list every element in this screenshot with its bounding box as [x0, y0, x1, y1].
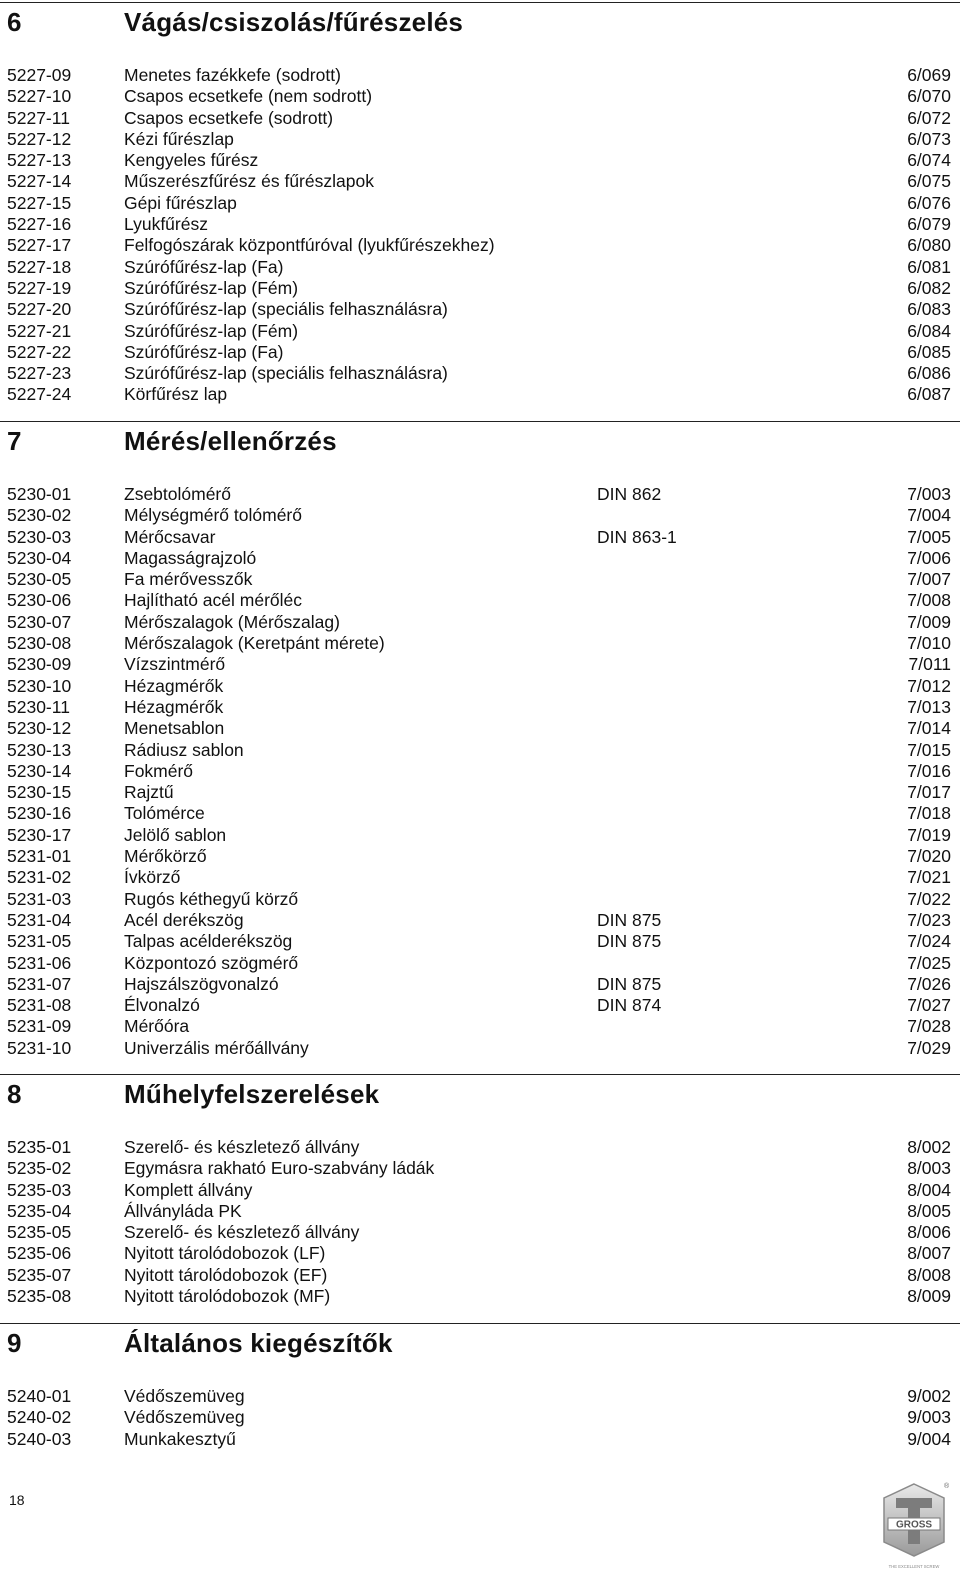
- item-name: Műszerészfűrész és fűrészlapok: [124, 171, 374, 192]
- item-code: 5227-18: [7, 256, 72, 277]
- item-name: Egymásra rakható Euro-szabvány ládák: [124, 1158, 435, 1179]
- item-code: 5230-02: [7, 505, 72, 526]
- section-title: Mérés/ellenőrzés: [124, 426, 337, 456]
- item-name: Szúrófűrész-lap (Fém): [124, 277, 299, 298]
- item-page: 8/002: [907, 1137, 951, 1157]
- item-code: 5240-01: [7, 1386, 72, 1406]
- list-item: [0, 527, 960, 548]
- section-title: Vágás/csiszolás/fűrészelés: [124, 7, 464, 37]
- item-page: 7/015: [907, 739, 951, 760]
- item-code: 5230-09: [7, 654, 72, 675]
- item-page: 6/087: [907, 384, 951, 405]
- list-item: [0, 633, 960, 654]
- list-item: [0, 257, 960, 278]
- item-code: 5235-05: [7, 1222, 72, 1243]
- item-code: 5231-07: [7, 973, 72, 994]
- item-code: 5227-12: [7, 128, 72, 149]
- item-name: Hézagmérők: [124, 696, 224, 717]
- item-code: 5235-06: [7, 1243, 72, 1264]
- list-item: [0, 384, 960, 405]
- item-page: 6/070: [907, 86, 951, 107]
- item-code: 5231-01: [7, 846, 72, 867]
- list-item: [0, 342, 960, 363]
- list-item: [0, 654, 960, 675]
- item-name: Nyitott tárolódobozok (MF): [124, 1286, 331, 1307]
- item-name: Szúrófűrész-lap (speciális felhasználásra): [124, 299, 448, 320]
- item-name: Mérőóra: [124, 1016, 190, 1037]
- list-item: [0, 363, 960, 384]
- item-name: Kengyeles fűrész: [124, 150, 259, 171]
- item-page: 7/007: [907, 569, 951, 590]
- item-page: 6/086: [907, 363, 951, 384]
- item-name: Mérőszalagok (Mérőszalag): [124, 611, 340, 632]
- item-page: 6/069: [907, 65, 951, 85]
- item-name: Tolómérce: [124, 803, 205, 824]
- list-item: [0, 825, 960, 846]
- list-item: [0, 931, 960, 952]
- item-name: Szúrófűrész-lap (Fa): [124, 256, 284, 277]
- list-item: [0, 1265, 960, 1286]
- item-name: Szerelő- és készletező állvány: [124, 1137, 360, 1157]
- entry-list: [0, 65, 960, 406]
- entry-list: [0, 484, 960, 1059]
- item-page: 6/080: [907, 235, 951, 256]
- item-code: 5227-23: [7, 363, 72, 384]
- item-code: 5240-02: [7, 1407, 72, 1428]
- item-page: 7/029: [907, 1037, 951, 1058]
- item-page: 7/008: [907, 590, 951, 611]
- item-page: 7/012: [907, 675, 951, 696]
- item-name: Hajlítható acél mérőléc: [124, 590, 302, 611]
- item-page: 6/072: [907, 107, 951, 128]
- list-item: [0, 1137, 960, 1158]
- item-name: Állványláda PK: [124, 1200, 242, 1221]
- item-name: Zsebtolómérő: [124, 484, 231, 504]
- list-item: [0, 953, 960, 974]
- logo-text: GROSS: [895, 1519, 933, 1531]
- section-header: [0, 2, 960, 43]
- item-name: Talpas acélderékszög: [124, 931, 293, 952]
- list-item: [0, 889, 960, 910]
- item-name: Rádiusz sablon: [124, 739, 244, 760]
- item-page: 7/005: [907, 526, 951, 547]
- item-page: 7/017: [907, 782, 951, 803]
- item-name: Élvonalzó: [124, 995, 200, 1016]
- list-item: [0, 484, 960, 505]
- section-title: Általános kiegészítők: [124, 1328, 393, 1358]
- item-page: 7/010: [907, 633, 951, 654]
- list-item: [0, 171, 960, 192]
- list-item: [0, 278, 960, 299]
- item-name: Felfogószárak központfúróval (lyukfűrészekhez): [124, 235, 495, 256]
- item-code: 5227-20: [7, 299, 72, 320]
- item-code: 5240-03: [7, 1428, 72, 1449]
- list-item: [0, 803, 960, 824]
- list-item: [0, 548, 960, 569]
- item-code: 5230-05: [7, 569, 72, 590]
- item-page: 7/013: [907, 696, 951, 717]
- item-page: 7/016: [907, 760, 951, 781]
- list-item: [0, 129, 960, 150]
- item-page: 7/027: [907, 995, 951, 1016]
- list-item: [0, 214, 960, 235]
- list-item: [0, 86, 960, 107]
- item-page: 6/073: [907, 128, 951, 149]
- item-page: 7/019: [907, 824, 951, 845]
- item-page: 6/082: [907, 277, 951, 298]
- item-name: Hajszálszögvonalzó: [124, 973, 279, 994]
- section-8: [0, 1074, 960, 1307]
- list-item: [0, 1286, 960, 1307]
- item-code: 5227-24: [7, 384, 72, 405]
- item-code: 5227-15: [7, 192, 72, 213]
- item-page: 8/006: [907, 1222, 951, 1243]
- section-9: [0, 1323, 960, 1450]
- item-page: 6/083: [907, 299, 951, 320]
- item-name: Lyukfűrész: [124, 214, 208, 235]
- item-name: Rugós kéthegyű körző: [124, 888, 299, 909]
- item-name: Szúrófűrész-lap (Fém): [124, 320, 299, 341]
- item-page: 7/023: [907, 909, 951, 930]
- item-page: 7/006: [907, 547, 951, 568]
- item-name: Körfűrész lap: [124, 384, 228, 405]
- list-item: [0, 505, 960, 526]
- section-number: 9: [7, 1328, 22, 1358]
- item-code: 5227-16: [7, 214, 72, 235]
- item-code: 5227-21: [7, 320, 72, 341]
- item-page: 9/002: [907, 1386, 951, 1406]
- list-item: [0, 1201, 960, 1222]
- section-6: [0, 2, 960, 406]
- item-page: 6/074: [907, 150, 951, 171]
- item-name: Mérőszalagok (Keretpánt mérete): [124, 633, 385, 654]
- item-name: Kézi fűrészlap: [124, 128, 234, 149]
- item-din: DIN 875: [597, 931, 662, 952]
- list-item: [0, 718, 960, 739]
- item-code: 5235-08: [7, 1286, 72, 1307]
- section-title: Műhelyfelszerelések: [124, 1079, 380, 1109]
- item-din: DIN 862: [597, 484, 662, 504]
- item-page: 7/003: [907, 484, 951, 504]
- item-code: 5227-14: [7, 171, 72, 192]
- item-code: 5230-04: [7, 547, 72, 568]
- item-name: Vízszintmérő: [124, 654, 226, 675]
- item-code: 5235-01: [7, 1137, 72, 1157]
- item-page: 8/003: [907, 1158, 951, 1179]
- item-code: 5227-13: [7, 150, 72, 171]
- item-din: DIN 875: [597, 909, 662, 930]
- section-7: [0, 421, 960, 1059]
- list-item: [0, 1016, 960, 1037]
- item-name: Csapos ecsetkefe (nem sodrott): [124, 86, 373, 107]
- list-item: [0, 1038, 960, 1059]
- list-item: [0, 65, 960, 86]
- item-code: 5230-13: [7, 739, 72, 760]
- item-name: Univerzális mérőállvány: [124, 1037, 309, 1058]
- list-item: [0, 612, 960, 633]
- item-page: 7/024: [907, 931, 951, 952]
- list-item: [0, 697, 960, 718]
- logo-mark: ®: [944, 1483, 950, 1490]
- item-code: 5230-15: [7, 782, 72, 803]
- item-code: 5230-16: [7, 803, 72, 824]
- item-din: DIN 874: [597, 995, 662, 1016]
- item-code: 5227-10: [7, 86, 72, 107]
- section-header: [0, 1074, 960, 1115]
- list-item: [0, 761, 960, 782]
- item-page: 7/020: [907, 846, 951, 867]
- list-item: [0, 1180, 960, 1201]
- item-name: Mérőcsavar: [124, 526, 216, 547]
- item-name: Menetes fazékkefe (sodrott): [124, 65, 341, 85]
- logo-tagline: THE EXCELLENT SCREW: [888, 1564, 940, 1569]
- item-code: 5235-07: [7, 1264, 72, 1285]
- item-name: Fa mérővesszők: [124, 569, 253, 590]
- list-item: [0, 867, 960, 888]
- item-code: 5230-11: [7, 696, 70, 717]
- section-number: 8: [7, 1079, 22, 1109]
- item-name: Védőszemüveg: [124, 1386, 245, 1406]
- item-code: 5231-02: [7, 867, 72, 888]
- item-name: Mérőkörző: [124, 846, 207, 867]
- item-code: 5230-10: [7, 675, 72, 696]
- gross-logo: [878, 1480, 950, 1572]
- item-name: Fokmérő: [124, 760, 194, 781]
- item-page: 8/004: [907, 1179, 951, 1200]
- section-number: 7: [7, 426, 22, 456]
- item-code: 5231-10: [7, 1037, 72, 1058]
- item-name: Rajztű: [124, 782, 174, 803]
- item-name: Szúrófűrész-lap (speciális felhasználásra): [124, 363, 448, 384]
- list-item: [0, 299, 960, 320]
- item-code: 5230-06: [7, 590, 72, 611]
- section-number: 6: [7, 7, 22, 37]
- item-page: 8/008: [907, 1264, 951, 1285]
- item-page: 6/085: [907, 341, 951, 362]
- list-item: [0, 995, 960, 1016]
- item-page: 9/003: [907, 1407, 951, 1428]
- list-item: [0, 974, 960, 995]
- item-page: 7/021: [907, 867, 951, 888]
- item-code: 5231-08: [7, 995, 72, 1016]
- item-code: 5227-17: [7, 235, 72, 256]
- item-name: Mélységmérő tolómérő: [124, 505, 302, 526]
- item-name: Ívkörző: [124, 867, 181, 888]
- list-item: [0, 1429, 960, 1450]
- list-item: [0, 150, 960, 171]
- item-code: 5231-03: [7, 888, 72, 909]
- item-name: Hézagmérők: [124, 675, 224, 696]
- item-page: 6/075: [907, 171, 951, 192]
- item-din: DIN 863-1: [597, 526, 677, 547]
- item-code: 5227-09: [7, 65, 72, 85]
- item-name: Szúrófűrész-lap (Fa): [124, 341, 284, 362]
- list-item: [0, 321, 960, 342]
- item-page: 7/011: [908, 654, 951, 675]
- item-name: Gépi fűrészlap: [124, 192, 237, 213]
- item-code: 5230-08: [7, 633, 72, 654]
- item-name: Védőszemüveg: [124, 1407, 245, 1428]
- list-item: [0, 193, 960, 214]
- list-item: [0, 1386, 960, 1407]
- item-name: Csapos ecsetkefe (sodrott): [124, 107, 334, 128]
- item-code: 5230-17: [7, 824, 72, 845]
- item-code: 5227-11: [7, 107, 70, 128]
- list-item: [0, 1407, 960, 1428]
- item-page: 8/005: [907, 1200, 951, 1221]
- item-page: 7/026: [907, 973, 951, 994]
- item-page: 6/081: [907, 256, 951, 277]
- item-code: 5230-14: [7, 760, 72, 781]
- item-code: 5230-07: [7, 611, 72, 632]
- list-item: [0, 740, 960, 761]
- entry-list: [0, 1386, 960, 1450]
- item-name: Magasságrajzoló: [124, 547, 257, 568]
- list-item: [0, 1222, 960, 1243]
- item-page: 7/022: [907, 888, 951, 909]
- item-din: DIN 875: [597, 973, 662, 994]
- item-code: 5235-04: [7, 1200, 72, 1221]
- list-item: [0, 108, 960, 129]
- list-item: [0, 782, 960, 803]
- item-code: 5231-06: [7, 952, 72, 973]
- item-page: 8/009: [907, 1286, 951, 1307]
- list-item: [0, 846, 960, 867]
- item-name: Nyitott tárolódobozok (EF): [124, 1264, 328, 1285]
- section-header: [0, 1323, 960, 1364]
- item-page: 7/004: [907, 505, 951, 526]
- list-item: [0, 1243, 960, 1264]
- item-code: 5231-05: [7, 931, 72, 952]
- item-code: 5235-02: [7, 1158, 72, 1179]
- item-name: Szerelő- és készletező állvány: [124, 1222, 360, 1243]
- list-item: [0, 235, 960, 256]
- item-name: Munkakesztyű: [124, 1428, 236, 1449]
- item-code: 5231-09: [7, 1016, 72, 1037]
- item-code: 5227-19: [7, 277, 72, 298]
- item-page: 7/028: [907, 1016, 951, 1037]
- item-name: Központozó szögmérő: [124, 952, 299, 973]
- item-code: 5230-03: [7, 526, 72, 547]
- list-item: [0, 676, 960, 697]
- item-code: 5235-03: [7, 1179, 72, 1200]
- item-page: 8/007: [907, 1243, 951, 1264]
- page-number: 18: [9, 1492, 25, 1508]
- item-code: 5230-01: [7, 484, 72, 504]
- item-page: 9/004: [907, 1428, 951, 1449]
- item-page: 7/025: [907, 952, 951, 973]
- item-name: Komplett állvány: [124, 1179, 253, 1200]
- section-header: [0, 421, 960, 462]
- item-name: Menetsablon: [124, 718, 225, 739]
- item-name: Jelölő sablon: [124, 824, 227, 845]
- item-page: 6/084: [907, 320, 951, 341]
- item-code: 5230-12: [7, 718, 72, 739]
- list-item: [0, 910, 960, 931]
- item-page: 6/076: [907, 192, 951, 213]
- list-item: [0, 569, 960, 590]
- item-page: 7/018: [907, 803, 951, 824]
- item-name: Acél derékszög: [124, 909, 244, 930]
- entry-list: [0, 1137, 960, 1307]
- item-page: 7/014: [907, 718, 951, 739]
- item-code: 5231-04: [7, 909, 72, 930]
- item-page: 6/079: [907, 214, 951, 235]
- list-item: [0, 1158, 960, 1179]
- item-name: Nyitott tárolódobozok (LF): [124, 1243, 326, 1264]
- item-code: 5227-22: [7, 341, 72, 362]
- item-page: 7/009: [907, 611, 951, 632]
- list-item: [0, 590, 960, 611]
